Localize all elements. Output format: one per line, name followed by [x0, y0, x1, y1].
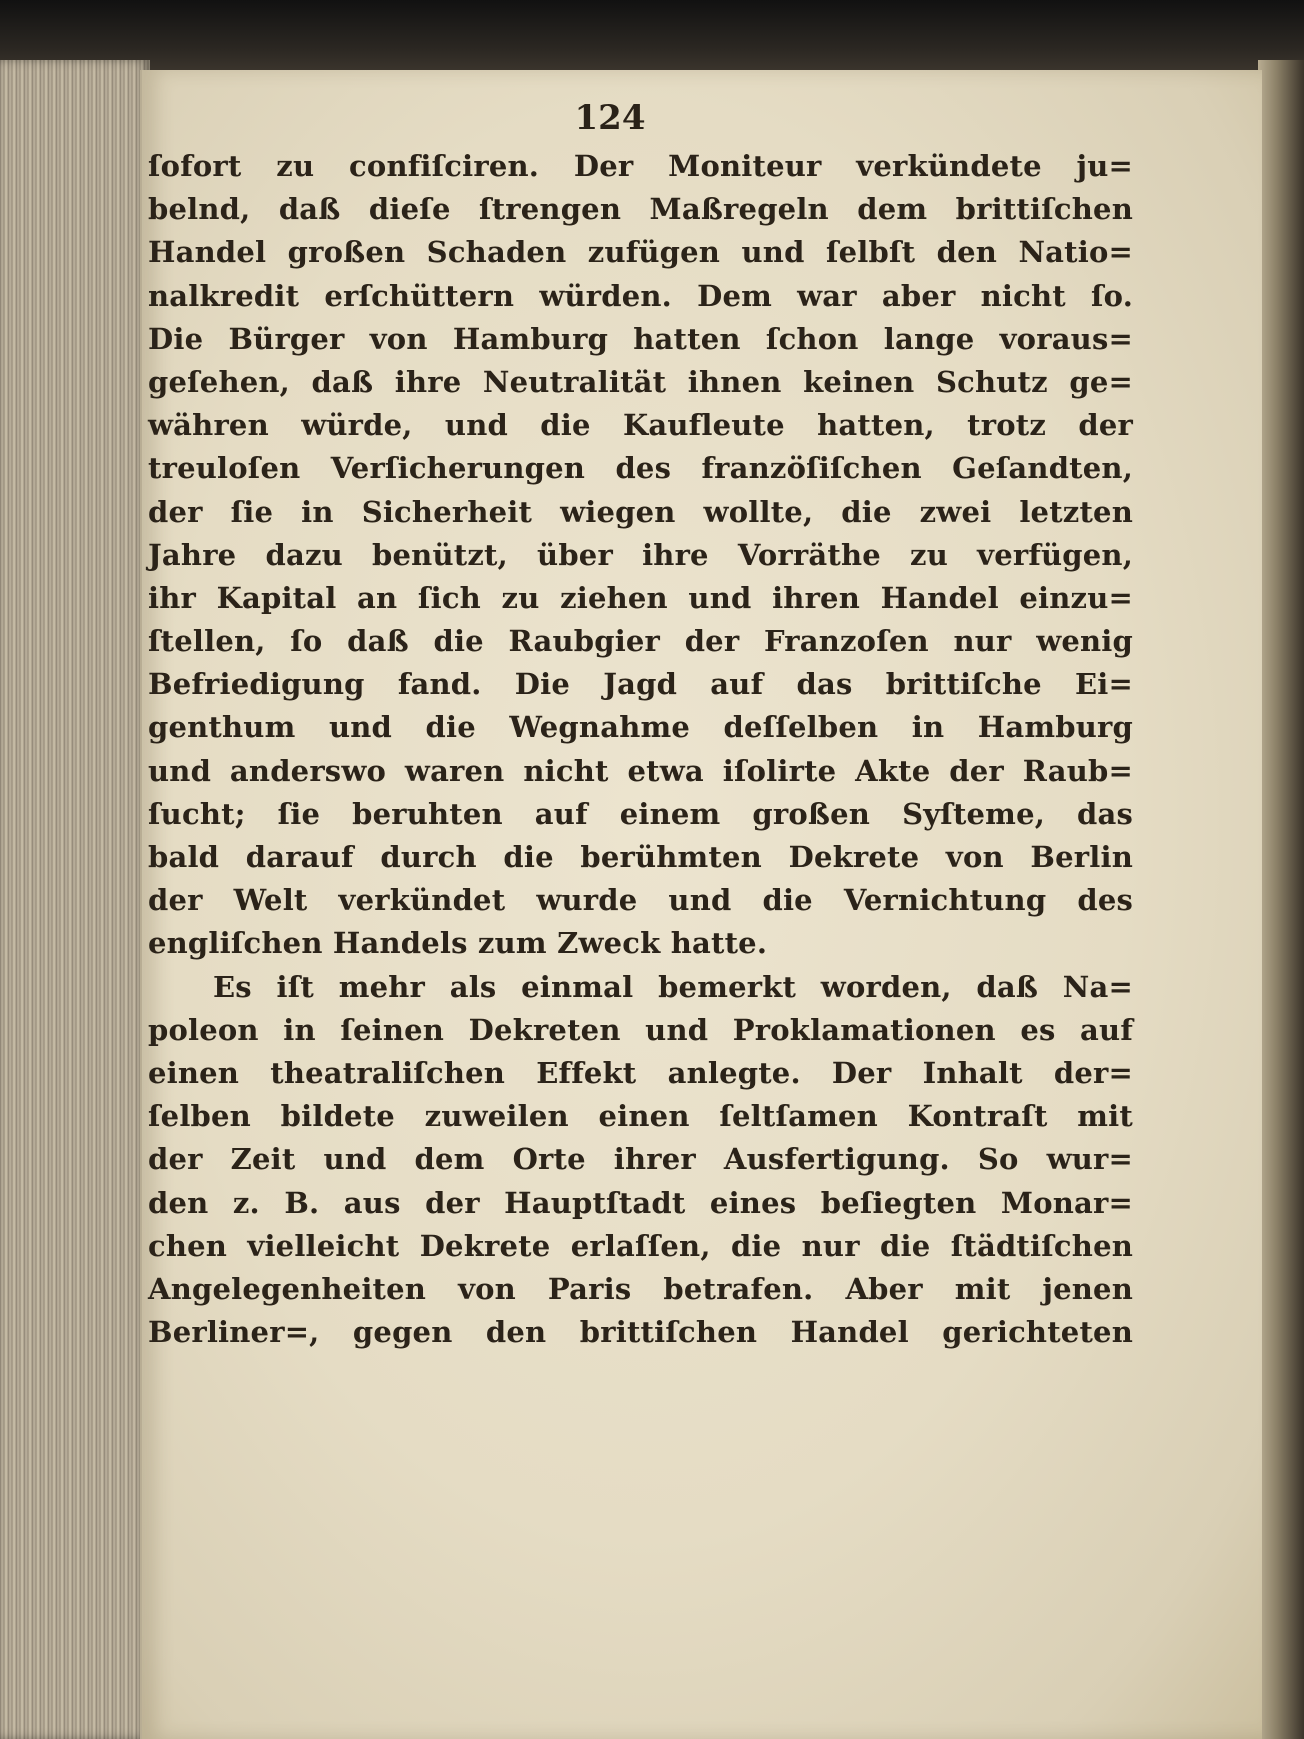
text-line: ſelben bildete zuweilen einen ſeltſamen Kontraſt mit	[148, 1099, 1133, 1134]
page-edges-left	[0, 60, 150, 1739]
text-line: treuloſen Verſicherungen des franzöſiſchen Geſandten,	[148, 451, 1133, 486]
body-text	[148, 145, 1133, 1354]
text-line: währen würde, und die Kaufleute hatten, trotz der	[148, 408, 1133, 443]
text-line: Angelegenheiten von Paris betrafen. Aber mit jenen	[148, 1271, 1133, 1306]
text-line: ſtellen, ſo daß die Raubgier der Franzoſen nur wenig	[148, 624, 1133, 659]
text-line: ſucht; ſie beruhten auf einem großen Syſteme, das	[148, 796, 1133, 831]
text-line: Es iſt mehr als einmal bemerkt worden, daß Na=	[213, 969, 1133, 1004]
text-line: belnd, daß dieſe ſtrengen Maßregeln dem brittiſchen	[148, 192, 1133, 227]
text-line: genthum und die Wegnahme deſſelben in Hamburg	[148, 710, 1133, 745]
text-line: Befriedigung fand. Die Jagd auf das brittiſche Ei=	[148, 667, 1133, 702]
text-line: engliſchen Handels zum Zweck hatte.	[148, 926, 768, 961]
text-line: ſofort zu confiſciren. Der Moniteur verkündete ju=	[148, 149, 1133, 183]
text-line: ihr Kapital an ſich zu ziehen und ihren Handel einzu=	[148, 580, 1133, 615]
text-line: der Zeit und dem Orte ihrer Ausfertigung. So wur=	[148, 1142, 1133, 1177]
text-line: Berliner=, gegen den brittiſchen Handel gerichteten	[148, 1315, 1133, 1350]
text-line: einen theatraliſchen Effekt anlegte. Der Inhalt der=	[148, 1055, 1133, 1090]
text-line: Handel großen Schaden zufügen und ſelbſt den Natio=	[148, 235, 1133, 270]
text-line: den z. B. aus der Hauptſtadt eines beſiegten Monar=	[148, 1185, 1133, 1220]
text-line: nalkredit erſchüttern würden. Dem war aber nicht ſo.	[148, 278, 1133, 313]
text-line: Die Bürger von Hamburg hatten ſchon lange voraus=	[148, 321, 1133, 356]
text-line: der Welt verkündet wurde und die Vernichtung des	[148, 883, 1133, 918]
page-number: 124	[574, 98, 646, 138]
text-line: geſehen, daß ihre Neutralität ihnen keinen Schutz ge=	[148, 364, 1133, 399]
text-line: und anderswo waren nicht etwa iſolirte Akte der Raub=	[148, 753, 1133, 788]
text-line: der ſie in Sicherheit wiegen wollte, die zwei letzten	[148, 494, 1133, 529]
text-line: Jahre dazu benützt, über ihre Vorräthe zu verfügen,	[148, 537, 1133, 572]
text-line: chen vielleicht Dekrete erlaſſen, die nur die ſtädtiſchen	[148, 1228, 1133, 1263]
text-line: bald darauf durch die berühmten Dekrete von Berlin	[148, 840, 1133, 874]
background-top	[0, 0, 1304, 70]
text-line: poleon in ſeinen Dekreten und Proklamationen es auf	[148, 1012, 1133, 1047]
page-gutter-right	[1258, 60, 1304, 1739]
